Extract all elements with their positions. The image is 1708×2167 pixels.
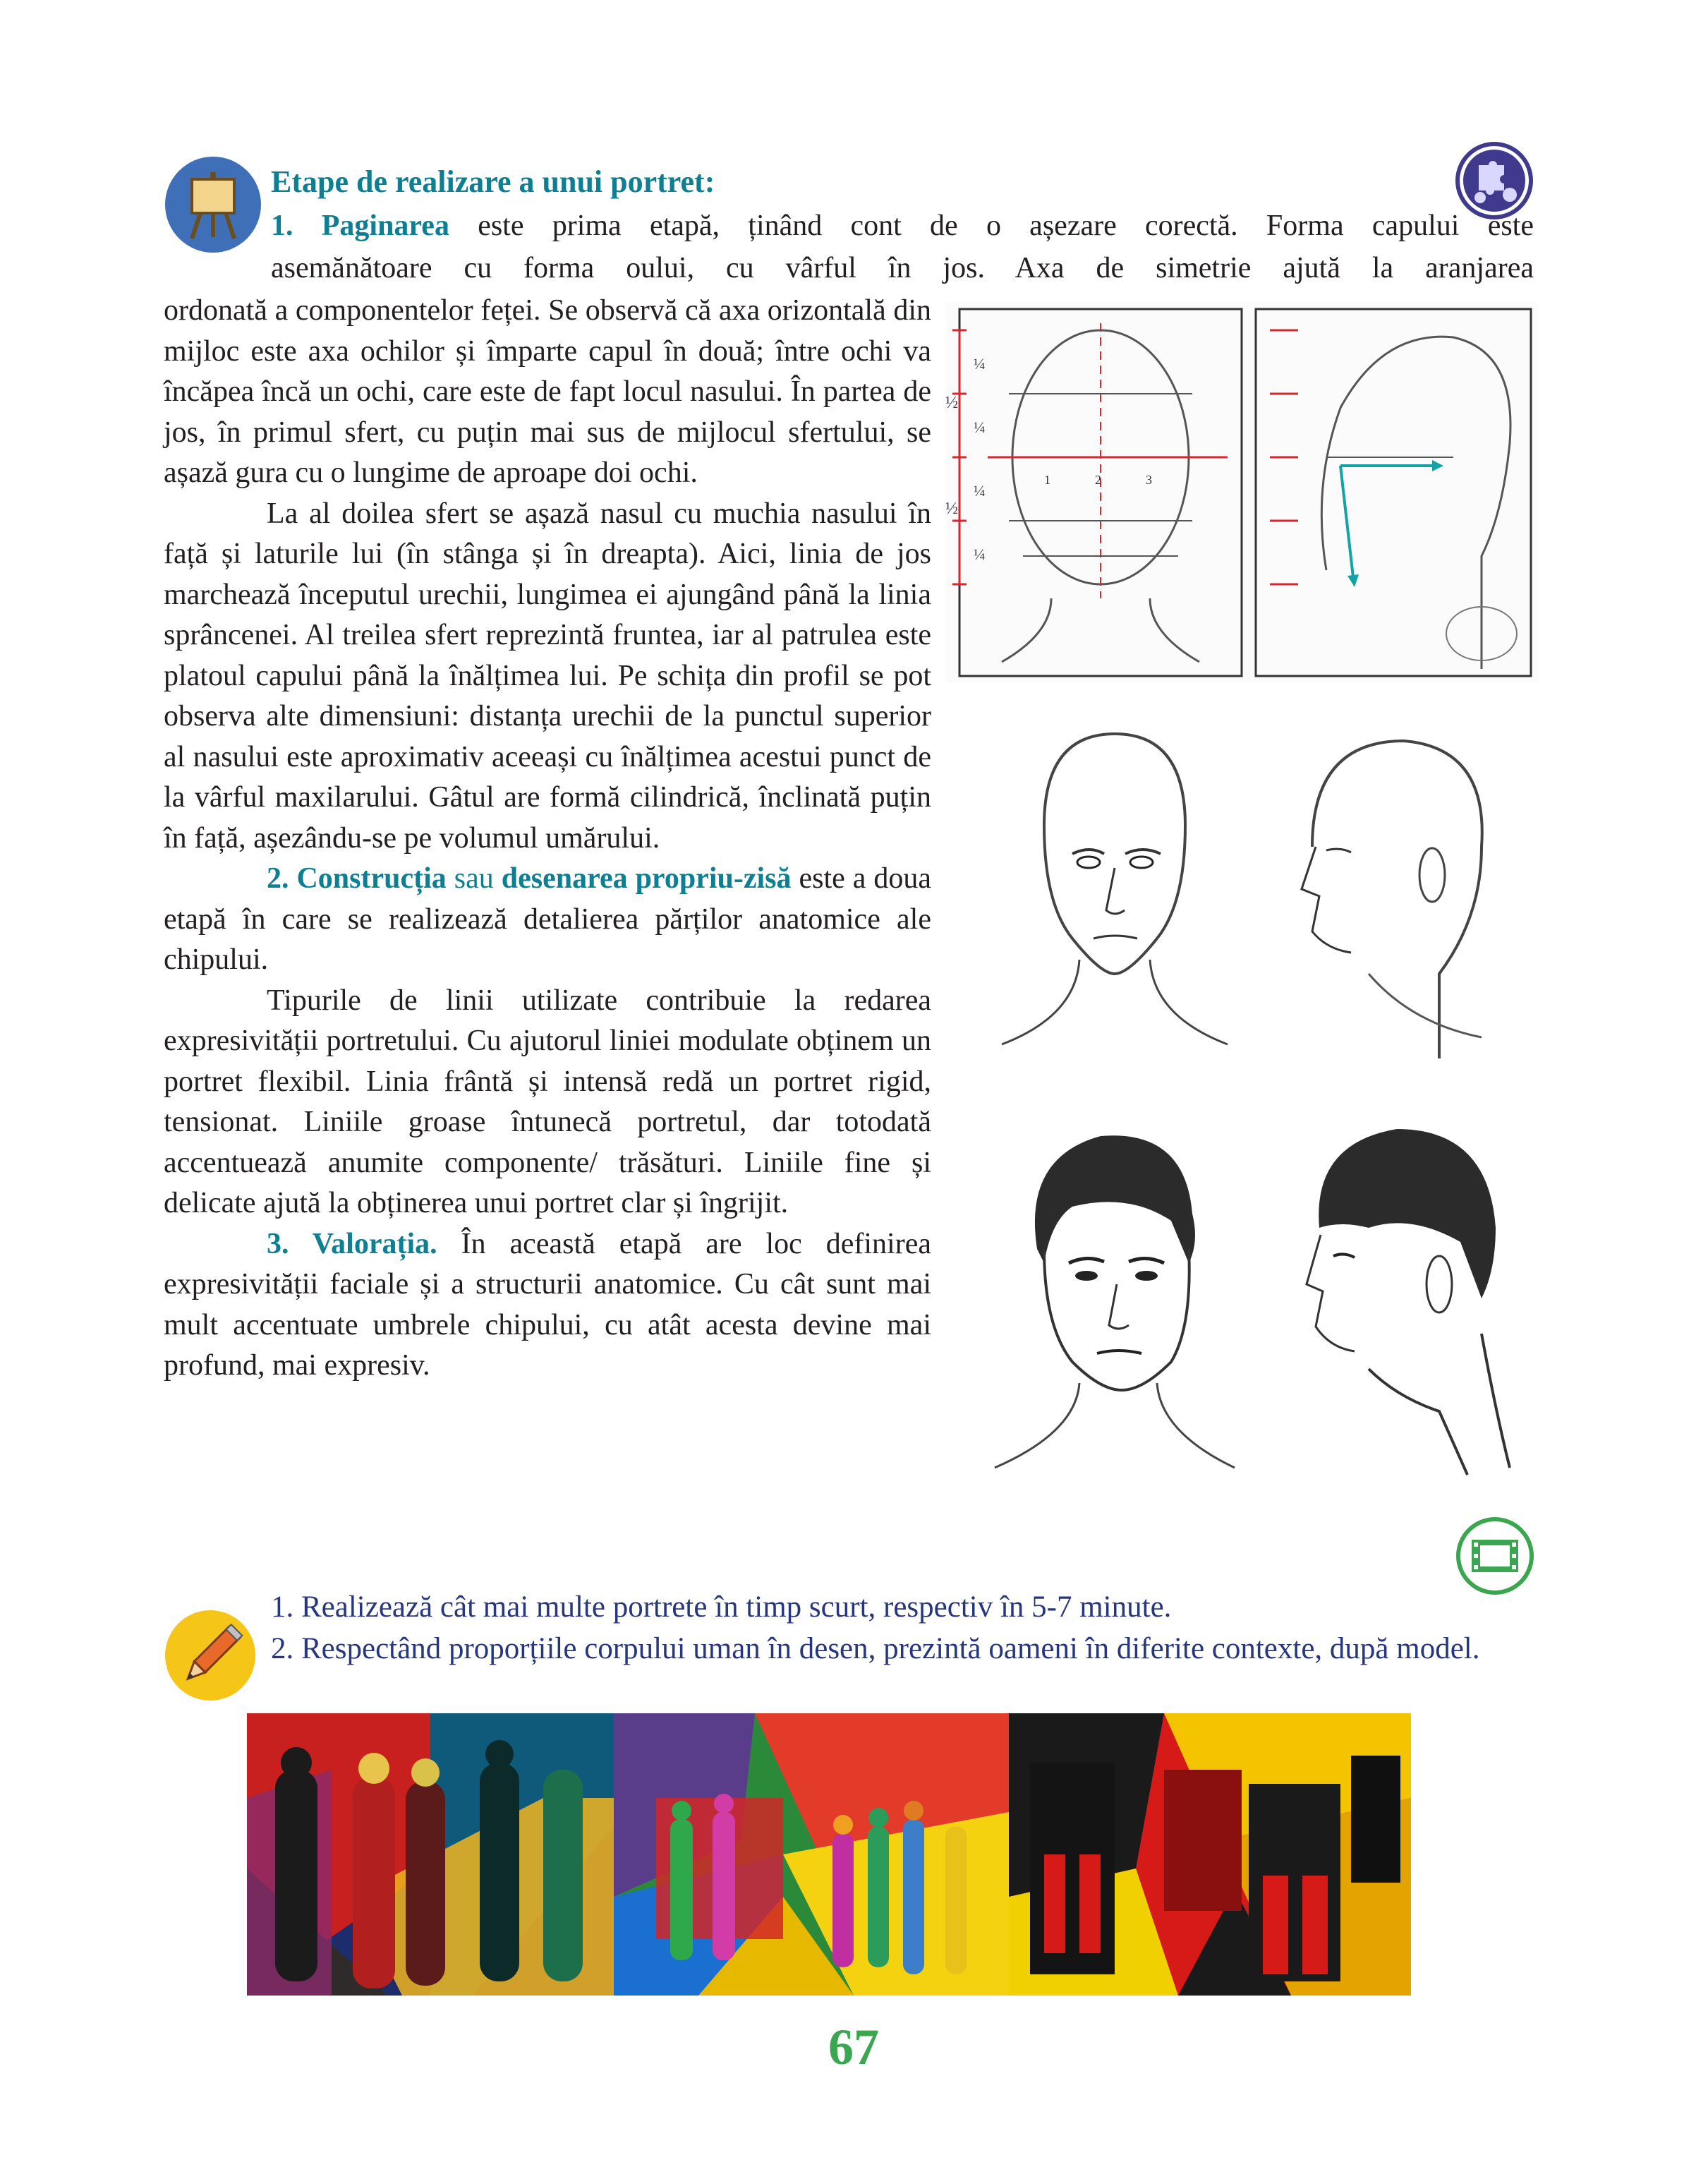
- pencil-icon: [164, 1609, 257, 1702]
- paragraph-2: La al doilea sfert se așază nasul cu muchia nasului în față și laturile lui (în stânga și în dreapta). Aici, linia de jos marchează începutul urechii, lungimea ei ajungând până la linia sprâncenei. Al treilea sfert reprezintă fruntea, iar al patrulea este platoul capului până la înălțimea lui. Pe schița din profil se pot observa alte dimensiuni: distanța urechii de la punctul superior al nasului este aproximativ aceeași cu înălțimea acestui punct de la vârful maxilarului. Gâtul are formă cilindrică, înclinată puțin în față, așezându-se pe volumul umărului.: [164, 497, 931, 855]
- section-heading: Etape de realizare a unui portret:: [271, 164, 715, 199]
- intro-line-2: asemănătoare cu forma oului, cu vârful în jos. Axa de simetrie ajută la aranjarea: [271, 252, 1534, 284]
- quarter-mark-1: ¼: [974, 355, 986, 373]
- eye-unit-3: 3: [1146, 473, 1152, 487]
- head-sketch-row-2: [945, 706, 1538, 1087]
- exercise-2: 2. Respectând proporțiile corpului uman în desen, prezintă oameni în diferite contexte, după model.: [271, 1632, 1480, 1665]
- paragraph-3: 2. Construcția sau desenarea propriu-zisă este a doua etapă în care se realizează detalierea părților anatomice ale chipului.: [164, 862, 931, 976]
- eye-unit-1: 1: [1044, 473, 1050, 487]
- quarter-mark-3: ¼: [974, 482, 986, 500]
- exercise-1: 1. Realizează cât mai multe portrete în timp scurt, respectiv în 5-7 minute.: [271, 1590, 1172, 1624]
- half-mark-2: ½: [945, 500, 958, 518]
- step-2-label-alt: desenarea propriu-zisă: [501, 862, 792, 895]
- text-column: [164, 291, 931, 1387]
- paintings-strip: [247, 1713, 1411, 1996]
- easel-icon: [164, 155, 262, 254]
- page-number: 67: [828, 2019, 879, 2075]
- quarter-mark-4: ¼: [974, 545, 986, 563]
- intro-line-1: 1. Paginarea este prima etapă, ținând cont de o așezare corectă. Forma capului este: [271, 210, 1534, 242]
- eye-unit-2: 2: [1095, 473, 1101, 487]
- step-3-label: 3. Valorația.: [267, 1227, 437, 1260]
- paragraph-1: ordonată a componentelor feței. Se observă că axa orizontală din mijloc este axa ochilor și împarte capul în două; între ochi va încăpea încă un ochi, care este de fapt locul nasului. În partea de jos, în primul sfert, cu puțin mai sus de mijlocul sfertului, se așază gura cu o lungime de aproape doi ochi.: [164, 294, 931, 489]
- paragraph-4: Tipurile de linii utilizate contribuie la redarea expresivității portretului. Cu ajutorul liniei modulate obținem un portret flexibil. Linia frântă și intensă redă un portret rigid, tensionat. Liniile groase întunecă portretul, dar totodată accentuează anumite componente/ trăsături. Liniile fine și delicate ajută la obținerea unui portret clar și îngrijit.: [164, 984, 931, 1219]
- half-mark-1: ½: [945, 394, 958, 412]
- step-2-label: 2. Construcția: [267, 862, 447, 895]
- paragraph-5: 3. Valorația. În această etapă are loc definirea expresivității faciale și a structurii anatomice. Cu cât sunt mai mult accentuate umbrele chipului, cu atât acesta devine mai profund, mai expresiv.: [164, 1227, 931, 1382]
- proportion-diagram: [945, 302, 1538, 683]
- step-1-label: 1. Paginarea: [271, 210, 449, 242]
- film-icon: [1456, 1517, 1534, 1595]
- head-sketch-row-3: [945, 1101, 1538, 1496]
- quarter-mark-2: ¼: [974, 418, 986, 436]
